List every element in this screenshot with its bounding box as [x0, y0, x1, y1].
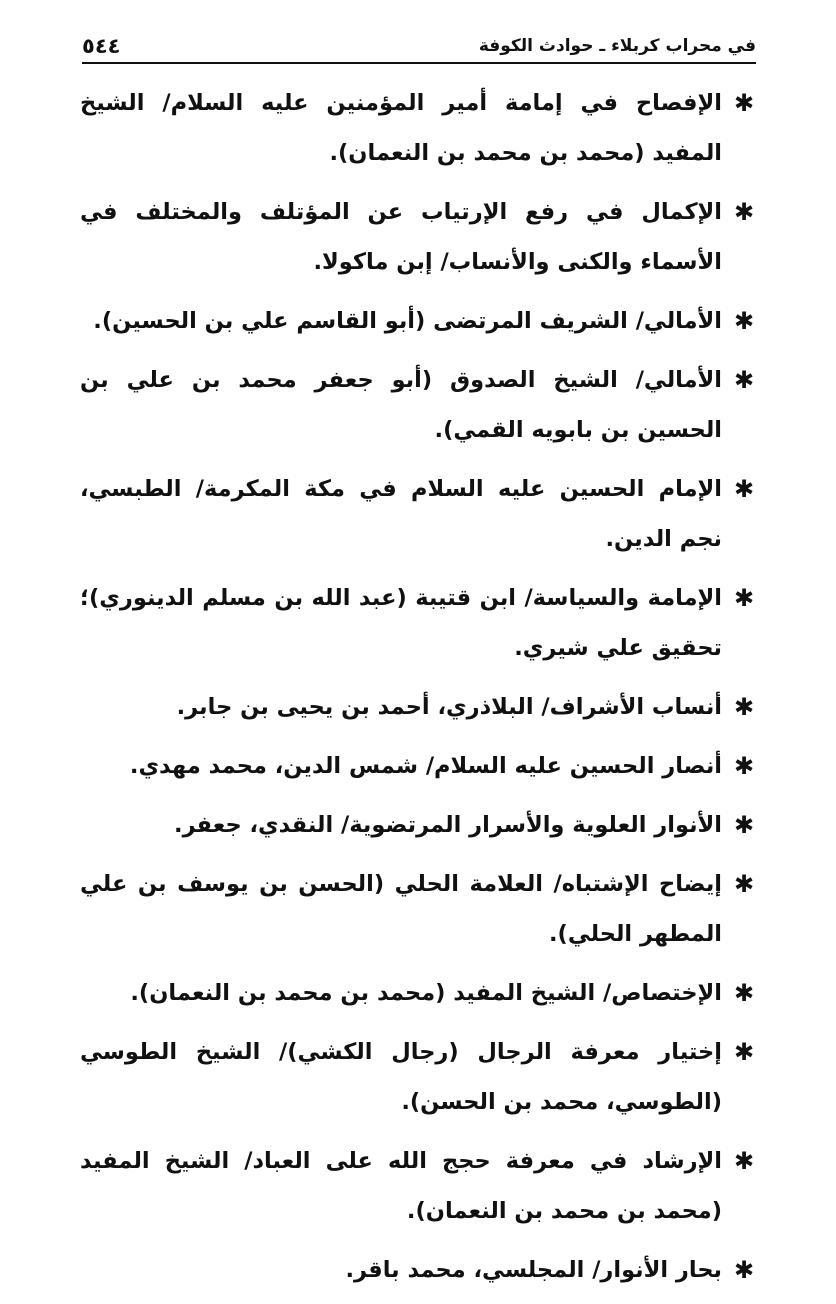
- bibliography-entry: [80, 78, 756, 178]
- entry-text: الأمالي/ الشريف المرتضى (أبو القاسم علي بن الحسين).: [93, 308, 722, 334]
- entry-text: الإمامة والسياسة/ ابن قتيبة (عبد الله بن مسلم الدينوري)؛ تحقيق علي شيري.: [80, 585, 722, 661]
- asterisk-bullet-icon: ✱: [733, 89, 755, 117]
- asterisk-bullet-icon: ✱: [733, 307, 755, 335]
- entry-text: أنساب الأشراف/ البلاذري، أحمد بن يحيى بن جابر.: [176, 694, 722, 720]
- asterisk-bullet-icon: ✱: [733, 1038, 755, 1066]
- asterisk-bullet-icon: ✱: [733, 475, 755, 503]
- bibliography-entry: [80, 1027, 756, 1127]
- bibliography-entry: [80, 741, 756, 791]
- page-header: [82, 30, 756, 64]
- entry-text: الإرشاد في معرفة حجج الله على العباد/ الشيخ المفيد (محمد بن محمد بن النعمان).: [80, 1148, 722, 1224]
- asterisk-bullet-icon: ✱: [733, 693, 755, 721]
- asterisk-bullet-icon: ✱: [733, 584, 755, 612]
- asterisk-bullet-icon: ✱: [733, 870, 755, 898]
- entry-text: الأنوار العلوية والأسرار المرتضوية/ النقدي، جعفر.: [174, 812, 722, 838]
- entry-text: الإكمال في رفع الإرتياب عن المؤتلف والمختلف في الأسماء والكنى والأنساب/ إبن ماكولا.: [80, 199, 722, 275]
- entry-text: إختيار معرفة الرجال (رجال الكشي)/ الشيخ الطوسي (الطوسي، محمد بن الحسن).: [80, 1039, 722, 1115]
- asterisk-bullet-icon: ✱: [733, 366, 755, 394]
- entry-text: الإفصاح في إمامة أمير المؤمنين عليه السلام/ الشيخ المفيد (محمد بن محمد بن النعمان).: [80, 90, 722, 166]
- bibliography-entry: [80, 859, 756, 959]
- asterisk-bullet-icon: ✱: [733, 811, 755, 839]
- bibliography-entry: [80, 968, 756, 1018]
- page-number: ٥٤٤: [82, 34, 121, 58]
- running-title: في محراب كربلاء ـ حوادث الكوفة: [478, 36, 756, 56]
- bibliography-entry: [80, 573, 756, 673]
- entry-text: الإمام الحسين عليه السلام في مكة المكرمة/ الطبسي، نجم الدين.: [80, 476, 722, 552]
- entry-text: أنصار الحسين عليه السلام/ شمس الدين، محمد مهدي.: [129, 753, 722, 779]
- entry-text: إيضاح الإشتباه/ العلامة الحلي (الحسن بن يوسف بن علي المطهر الحلي).: [80, 871, 722, 947]
- bibliography-entry: [80, 187, 756, 287]
- entry-text: بحار الأنوار/ المجلسي، محمد باقر.: [345, 1257, 722, 1283]
- asterisk-bullet-icon: ✱: [733, 1147, 755, 1175]
- bibliography-entry: [80, 1136, 756, 1236]
- entry-text: الإختصاص/ الشيخ المفيد (محمد بن محمد بن النعمان).: [130, 980, 722, 1006]
- asterisk-bullet-icon: ✱: [733, 752, 755, 780]
- bibliography-entry: [80, 1245, 756, 1295]
- bibliography-entry: [80, 682, 756, 732]
- bibliography-entry: [80, 464, 756, 564]
- asterisk-bullet-icon: ✱: [733, 1256, 755, 1284]
- bibliography-entry: [80, 296, 756, 346]
- bibliography-entry: [80, 800, 756, 850]
- asterisk-bullet-icon: ✱: [733, 979, 755, 1007]
- bibliography-list: [80, 78, 756, 1304]
- bibliography-entry: [80, 355, 756, 455]
- entry-text: الأمالي/ الشيخ الصدوق (أبو جعفر محمد بن علي بن الحسين بن بابويه القمي).: [80, 367, 722, 443]
- asterisk-bullet-icon: ✱: [733, 198, 755, 226]
